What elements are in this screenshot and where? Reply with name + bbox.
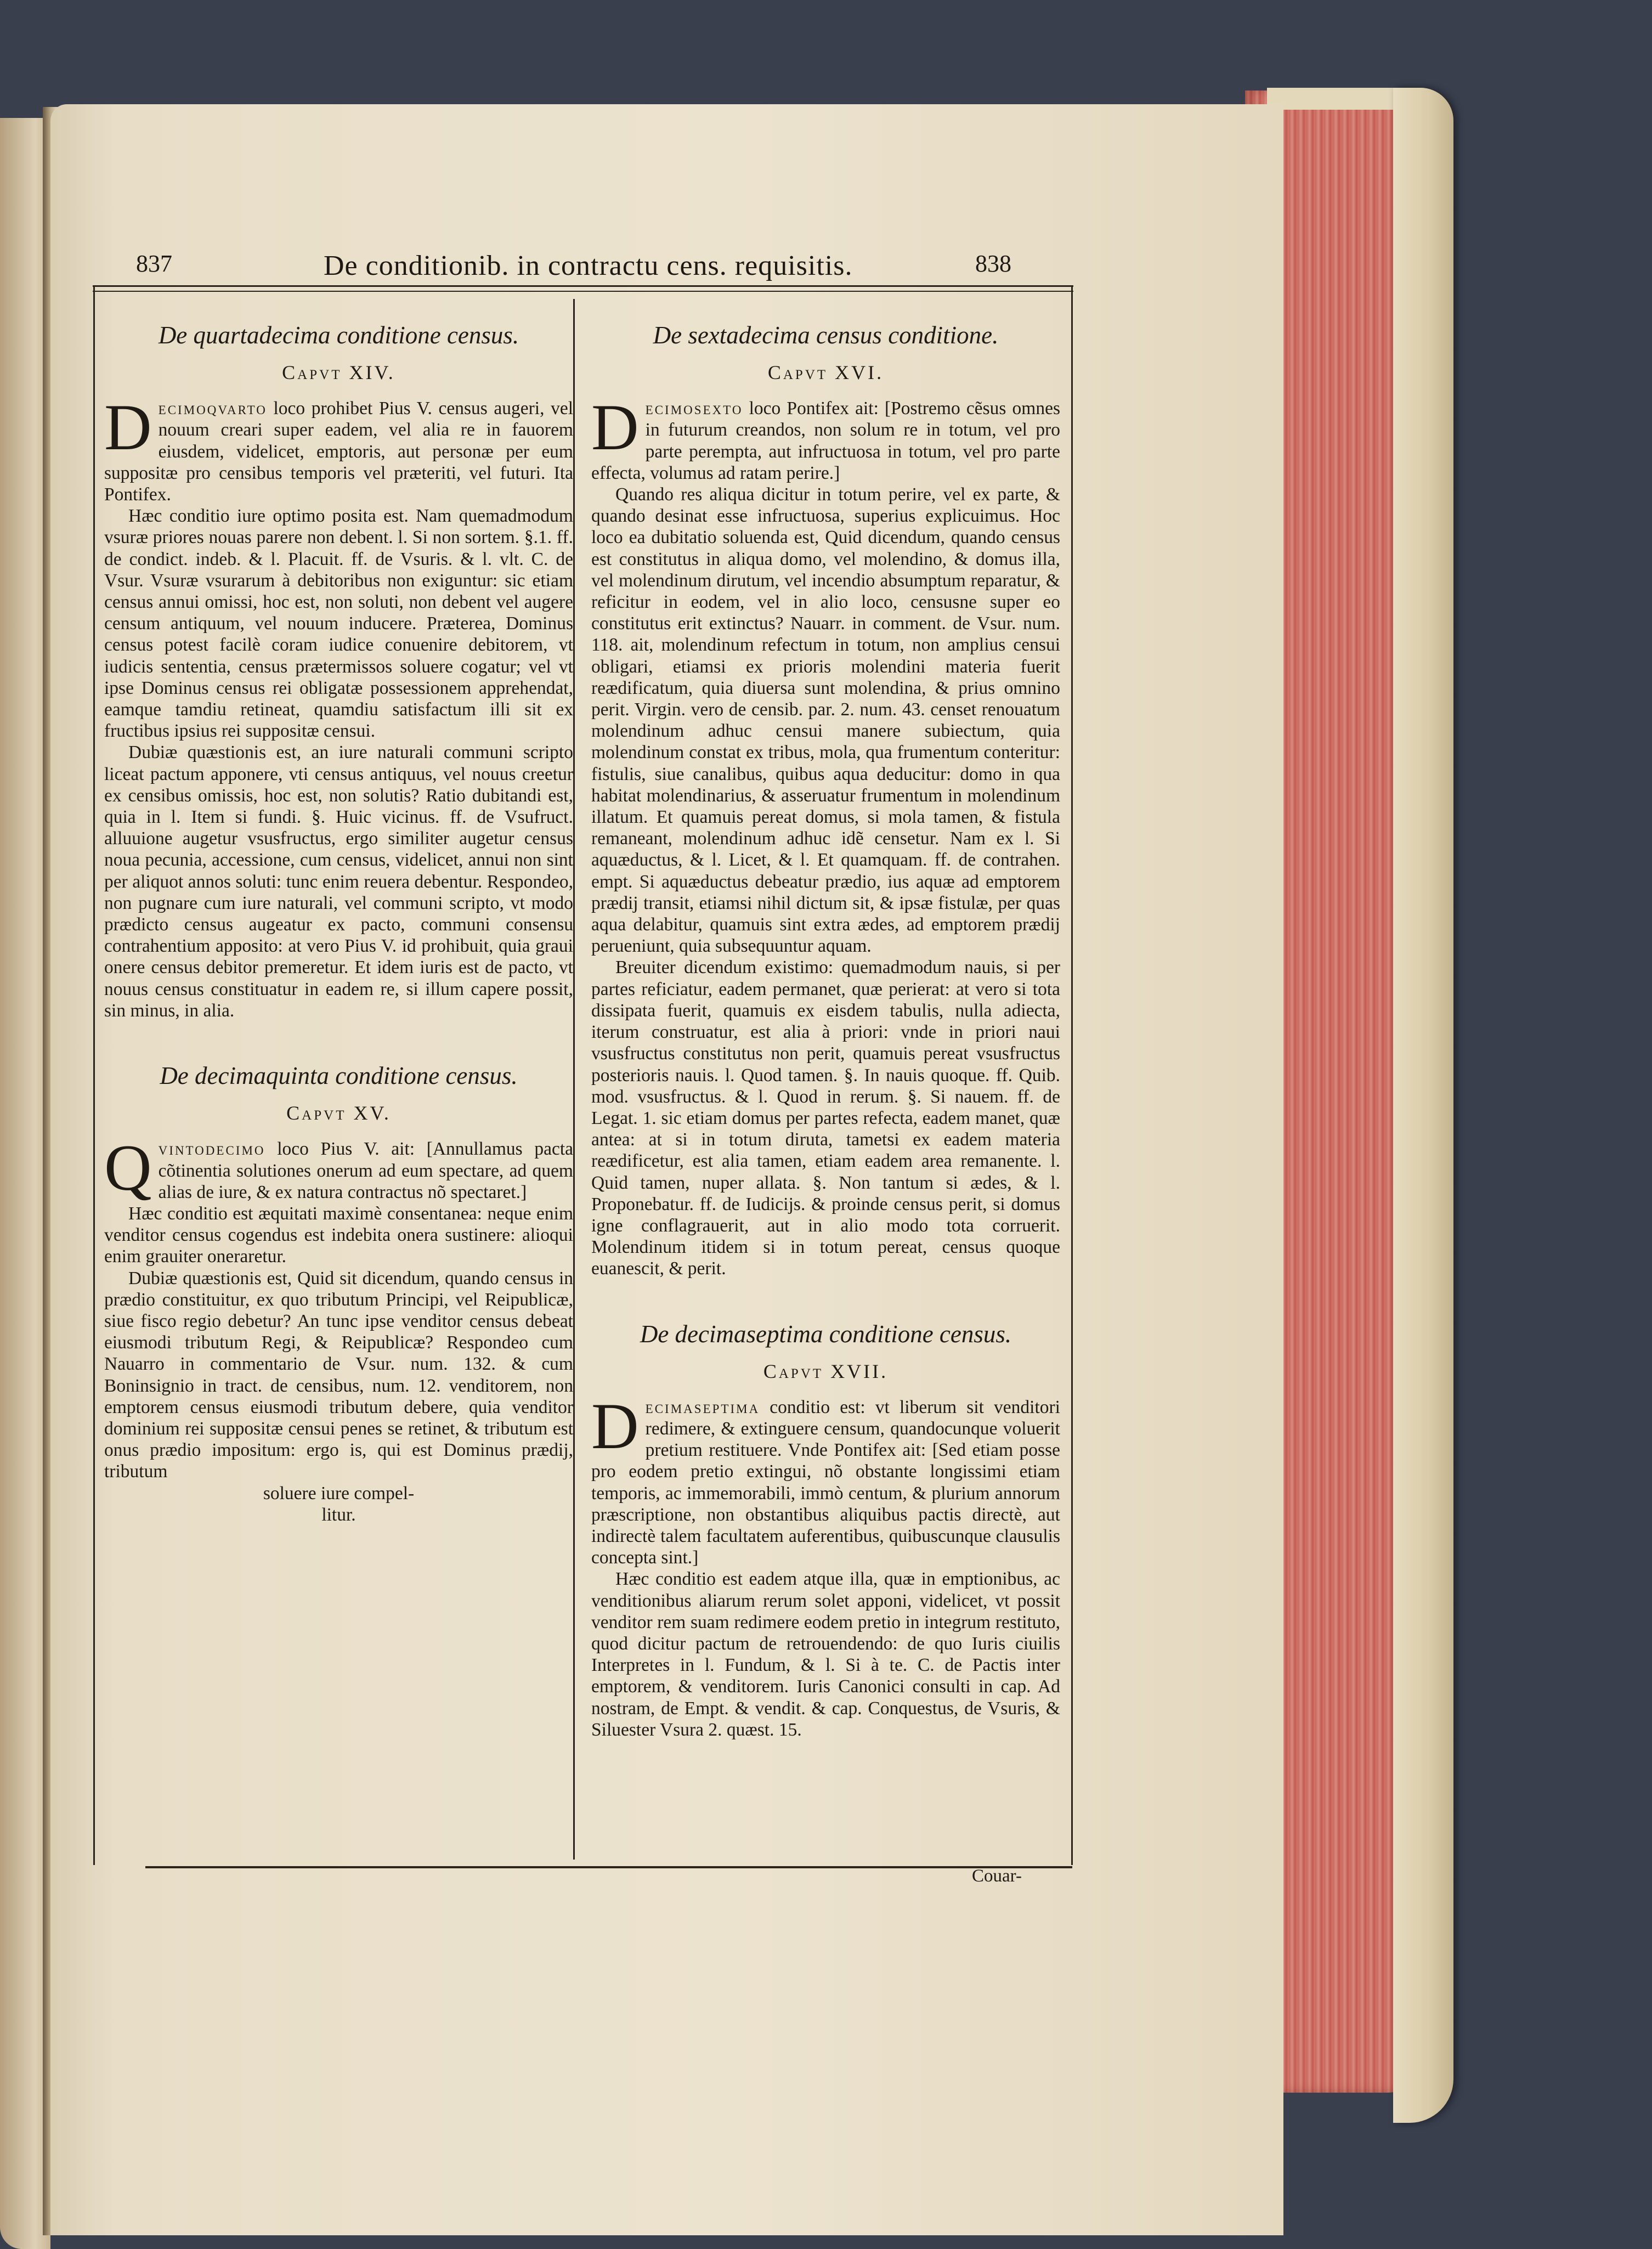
right-column: [591, 307, 1060, 1741]
left-column: [104, 307, 573, 1525]
chapter-17-caput: Capvt XVII.: [763, 1360, 889, 1382]
dropcap: D: [591, 1389, 639, 1462]
book-cover: [1393, 88, 1453, 2123]
chapter-15-tail-1: soluere iure compel-: [263, 1483, 415, 1504]
page-number-right: 838: [975, 250, 1011, 277]
chapter-16-para-1: [591, 391, 1061, 484]
running-title: De conditionib. in contractu cens. requisitis.: [324, 250, 853, 281]
chapter-15-title: De decimaquinta conditione census.: [160, 1062, 518, 1090]
lead-word: ecimoqvarto: [158, 398, 267, 419]
chapter-14-caput: Capvt XIV.: [282, 361, 395, 383]
para-text: conditio est: vt liberum sit venditori redimere, & extinguere censum, quandocunque voluerit pretium restituere. Vnde Pontifex ait: [Sed etiam posse pro eodem pretio extingui, nõ obstante longissimi etiam temporis, ac immemorabili, immò centum, & plurium annorum præscriptione, non obstantibus aliquibus pactis directè, aut indirectè talem facultatem auferentibus, quibuscunque clausulis concepta sint.]: [591, 1397, 1060, 1568]
catchword: Couar-: [972, 1866, 1022, 1886]
chapter-15-para-1: [104, 1131, 574, 1205]
lead-word: vintodecimo: [158, 1139, 265, 1160]
chapter-17-para-2: Hæc conditio est eadem atque illa, quæ in emptionibus, ac venditionibus aliarum rerum solet apponi, videlicet, vt possit venditor rem suam redimere eodem pretio in integrum restituto, quod dicitur pactum de retrouendendo: de quo Iuris ciuilis Interpretes in l. Fundum, & l. Si à te. C. de Pactis inter emptorem, & venditorem. Iuris Canonici consulti in cap. Ad nostram, de Empt. & vendit. & cap. Conquestus, de Vsuris, & Siluester Vsura 2. quæst. 15.: [591, 1569, 1060, 1740]
chapter-17-para-1: [591, 1389, 1060, 1569]
dropcap: D: [591, 391, 639, 464]
dropcap: D: [104, 391, 152, 464]
para-text: loco Pius V. ait: [Annullamus pacta cõtinentia solutiones onerum ad eum spectare, ad quem alias de iure, & ex natura contractus nõ spectaret.]: [158, 1139, 574, 1202]
chapter-16-title: De sextadecima census conditione.: [653, 321, 999, 349]
para-text: loco prohibet Pius V. census augeri, vel nouum creari super eadem, vel alia re in fauorem eiusdem, videlicet, emptoris, aut personæ per eum suppositæ pro censibus temporis vel præteriti, vel futuri. Ita Pontifex.: [104, 398, 574, 505]
chapter-14-para-2: Hæc conditio iure optimo posita est. Nam quemadmodum vsuræ priores nouas parere non debent. l. Si non sortem. §.1. ff. de condict. indeb. & l. Placuit. ff. de Vsuris. & l. vlt. C. de Vsur. Vsuræ vsurarum à debitoribus non exiguntur: sic etiam census annui omissi, hoc est, non soluti, non debent vel augere censum antiquum, vel nouum inducere. Præterea, Dominus census potest facilè coram iudice conuenire debitorem, vt iudicis sententia, census prætermissos soluere cogatur; vel vt ipse Dominus census rei obligatæ possessionem apprehendat, eamque tamdiu retineat, quamdiu satisfactum illi sit ex fructibus ipsius rei suppositæ censui.: [104, 506, 573, 742]
chapter-15-caput: Capvt XV.: [286, 1102, 391, 1124]
chapter-15-para-2: Hæc conditio est æquitati maximè consentanea: neque enim venditor census cogendus est indebita onera sustinere: alioqui enim grauiter oneraretur.: [104, 1203, 573, 1267]
chapter-15-para-3: Dubiæ quæstionis est, Quid sit dicendum, quando census in prædio constituitur, ex quo tributum Principi, vel Reipublicæ, siue fisco regio debetur? An tunc ipse venditor census debeat eiusmodi tributum Regi, & Reipublicæ? Respondeo cum Nauarro in commentario de Vsur. num. 132. & cum Boninsignio in tract. de censibus, num. 12. venditorem, non emptorem census eiusmodi tributum debere, quia venditor dominium rei suppositæ censui penes se retinet, & tributum est onus prædio impositum: ergo is, qui est Dominus prædij, tributum: [104, 1268, 573, 1482]
page-number-left: 837: [136, 250, 172, 277]
chapter-16-caput: Capvt XVI.: [767, 361, 884, 383]
dropcap: Q: [104, 1131, 152, 1205]
lead-word: ecimaseptima: [645, 1397, 760, 1417]
chapter-14-title: De quartadecima conditione census.: [158, 321, 519, 349]
column-divider: [573, 299, 575, 1860]
chapter-15-tail-2: litur.: [321, 1504, 356, 1525]
para-text: loco Pontifex ait: [Postremo cẽsus omnes in futurum creandos, non solum re in totum, vel pro parte perempta, aut infructuosa in totum, vel pro parte effecta, volumus ad ratam perire.]: [591, 398, 1061, 483]
chapter-16-para-2: Quando res aliqua dicitur in totum perire, vel ex parte, & quando desinat esse infructuosa, superius explicuimus. Hoc loco ea dubitatio soluenda est, Quid dicendum, quando census est constitutus in aliqua domo, vel molendino, & domus illa, vel molendinum dirutum, vel incendio absumptum reparatur, & reficitur in eodem, vel in alio loco, censusne super eo constitutus erit extinctus? Nauarr. in comment. de Vsur. num. 118. ait, molendinum refectum in totum, non amplius censui obligari, etiamsi ex prioris molendini materia fuerit reædificatum, quia diuersa sunt molendina, & prius omnino perit. Virgin. vero de censib. par. 2. num. 43. censet renouatum molendinum adhuc censui manere subiectum, quia molendinum constat ex tribus, mola, qua frumentum conteritur: fistulis, siue canalibus, quibus aqua deducitur: domo in qua habitat molendinarius, & asseruatur frumentum in molendinum illatum. Et quamuis pereat domus, si mola tamen, & fistula remaneant, molendinum adhuc idẽ censetur. Nam ex l. Si aquæductus, & l. Licet, & l. Et quamquam. ff. de contrahen. empt. Si aquæductus debeatur prædio, ius aquæ ad emptorem prædij transit, etiamsi nihil dictum sit, & ipsæ fistulæ, per quas aqua delabitur, quamuis sint extra ædes, ad emptorem prædij perueniunt, quia subsequuntur aquam.: [591, 484, 1060, 957]
bottom-rule: [145, 1866, 1072, 1868]
lead-word: ecimosexto: [645, 398, 743, 419]
chapter-16-para-3: Breuiter dicendum existimo: quemadmodum nauis, si per partes reficiatur, eadem permanet, quæ perierat: at vero si tota dissipata fuerit, quamuis ex eisdem tabulis, nulla adiecta, iterum construatur, est alia à priori: vnde in priori naui vsusfructus constitutus non perit, quamuis pereat vsusfructus posterioris nauis. l. Quod tamen. §. In nauis quoque. ff. Quib. mod. vsusfructus. & l. Quod in rerum. §. Si nauem. ff. de Legat. 1. sic etiam domus per partes refecta, eadem manet, quæ antea: at si in totum diruta, tametsi ex eadem materia reædificetur, est alia tamen, etiam eadem area remanente. l. Quid tamen, nuper allata. §. Non tantum si ædes, & l. Proponebatur. ff. de Iudicijs. & proinde census perit, si domus igne conflagrauerit, aut in alio modo tota corruerit. Molendinum itidem si in totum pereat, census quoque euanescit, & perit.: [591, 957, 1060, 1279]
chapter-14-para-3: Dubiæ quæstionis est, an iure naturali communi scripto liceat pactum apponere, vti census antiquus, vel nouus creetur ex censibus omissis, hoc est, non solutis? Ratio dubitandi est, quia in l. Item si fundi. §. Huic vicinus. ff. de Vsufruct. alluuione augetur vsusfructus, ergo similiter augetur census noua pecunia, accessione, cum census, videlicet, annui non sint per aliquot annos soluti: tunc enim reuera debentur. Respondeo, non pugnare cum iure naturali, vel communi scripto, vt modo prædicto census augeatur ex pacto, communi consensu contrahentium apposito: at vero Pius V. id prohibuit, quia graui onere census debitor premeretur. Et idem iuris est de pacto, vt nouus census constituatur in eadem re, si illum capere possit, sin minus, in alia.: [104, 742, 573, 1021]
chapter-14-para-1: [104, 391, 574, 505]
chapter-17-title: De decimaseptima conditione census.: [640, 1320, 1012, 1348]
